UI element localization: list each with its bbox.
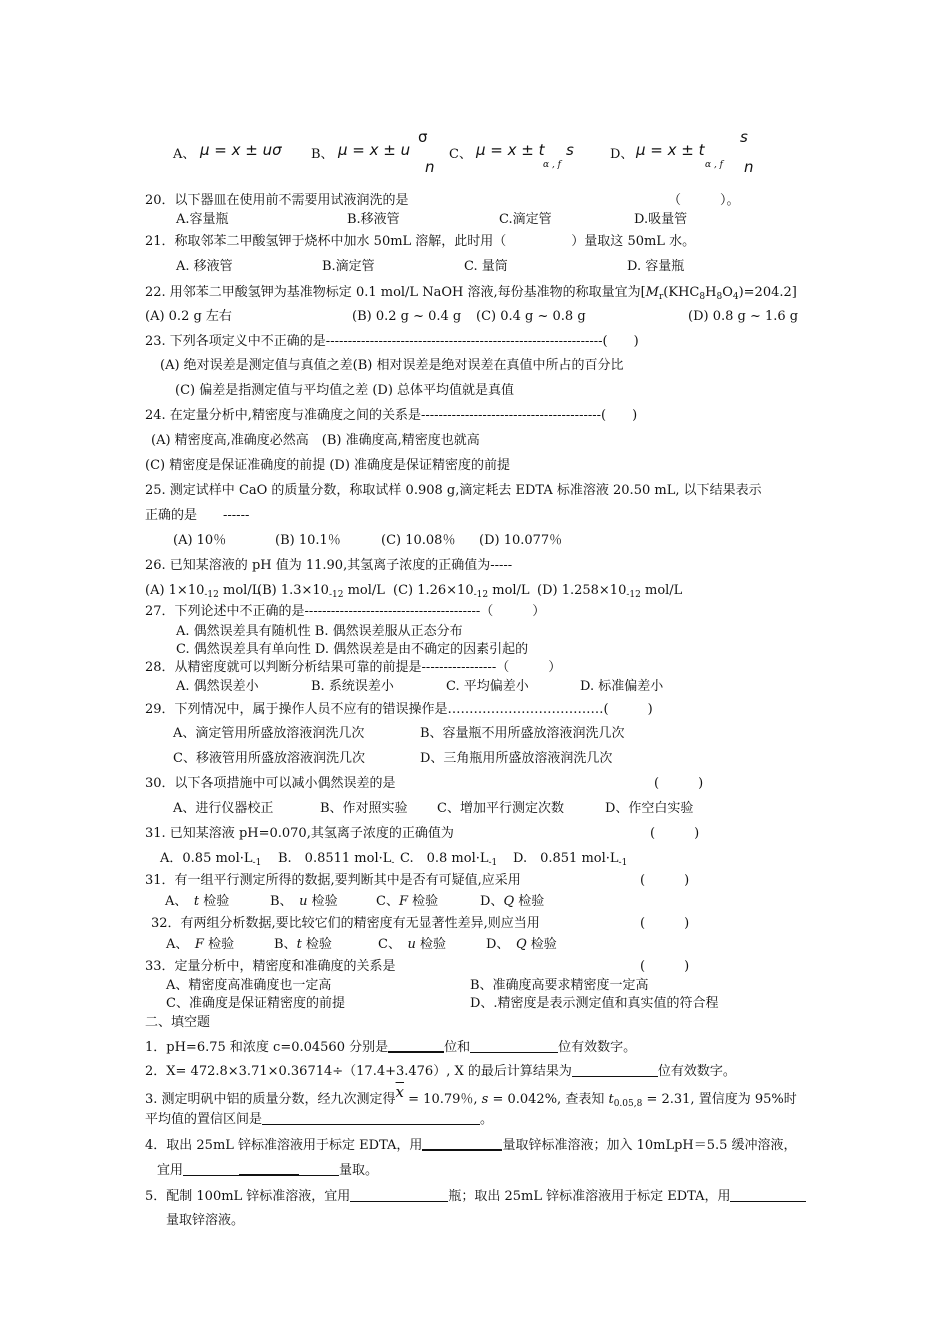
q26-option-d: (D) $1.258\times 10_{-12}$ mol/L — [537, 583, 683, 600]
q28-option-b: B. 系统误差小 — [311, 679, 394, 694]
q29-option-c: C、移液管用所盛放溶液润洗几次 — [173, 751, 365, 766]
fill-2: 2．X= 472.8×3.71×0.36714÷（17.4+3.476）, X 的最后计算结果为 位有效数字。 — [145, 1064, 736, 1079]
q19-formula-a: μ = x ± uσ — [200, 141, 282, 159]
fill-5-line2: 量取锌溶液。 — [166, 1213, 245, 1228]
q21-option-b: B.滴定管 — [322, 259, 375, 274]
q26-option-c: (C) $1.26\times 10_{-12}$ mol/L — [393, 583, 530, 600]
q24-line1: (A) 精密度高,准确度必然高 (B) 准确度高,精密度也就高 — [151, 433, 480, 448]
q32-option-c: C、 u 检验 — [378, 937, 446, 952]
q19-af-c: α , f — [543, 160, 561, 170]
q21-option-d: D. 容量瓶 — [627, 259, 685, 274]
q33-option-c: C、准确度是保证精密度的前提 — [166, 996, 345, 1011]
q25-option-b: (B) 10.1％ — [275, 533, 341, 548]
q22-tail: )=204.2] — [738, 285, 797, 300]
q32-option-a: A、 F 检验 — [166, 937, 235, 952]
q25-stem: 25. 测定试样中 CaO 的质量分数，称取试样 0.908 g,滴定耗去 EDTA 标准溶液 20.50 mL, 以下结果表示 — [145, 483, 762, 498]
fill-3: 3. 测定明矾中铝的质量分数，经九次测定得$\overline{x} = 10.79$％, s = 0.042%, 查表知 $t_{0.05,8} = 2.31$, 置信度为 95%时 — [145, 1083, 797, 1109]
q30-option-b: B、作对照实验 — [320, 801, 408, 816]
q19-formula-c: μ = x ± t — [476, 141, 545, 159]
q19-sigma: σ — [418, 128, 428, 146]
q22-4: 4 — [732, 292, 739, 302]
q19-af-d: α , f — [705, 160, 723, 170]
q21-option-c: C. 量筒 — [464, 259, 508, 274]
fill-5-blank-1[interactable] — [350, 1189, 448, 1202]
q22-option-a: (A) 0.2 g 左右 — [145, 309, 232, 324]
fill-1-blank-1[interactable] — [388, 1039, 444, 1053]
q28-option-d: D. 标准偏差小 — [580, 679, 664, 694]
q19-label-d: D、 — [610, 147, 634, 162]
fill-1: 1．pH=6.75 和浓度 c=0.04560 分别是 位和 位有效数字。 — [145, 1040, 637, 1055]
q22-stem-line — [145, 285, 797, 305]
fill-4-blank-2c[interactable] — [299, 1163, 339, 1176]
q22-khc: (KHC — [663, 285, 700, 300]
q19-formula-d: μ = x ± t — [636, 141, 705, 159]
q22-o: O — [722, 285, 733, 300]
q19-formula-b: μ = x ± u — [338, 141, 411, 159]
q31a-option-a: A．0.85 $mol\cdot L_{-1}$ — [160, 851, 262, 868]
q25-option-a: (A) 10％ — [173, 533, 227, 548]
q26-option-a: (A) $1\times 10_{-12}$ mol/L — [145, 583, 261, 600]
q31b-stem: 31．有一组平行测定所得的数据,要判断其中是否有可疑值,应采用 — [145, 873, 521, 888]
fill-4-line2: 宜用 量取。 — [157, 1163, 379, 1178]
q21-option-a: A. 移液管 — [176, 259, 233, 274]
q20-paren: （ ）。 — [668, 193, 740, 208]
q27-stem: 27．下列论述中不正确的是----------------------------------------（ ） — [145, 604, 546, 619]
q28-option-c: C. 平均偏差小 — [446, 679, 529, 694]
q24-line2: (C) 精密度是保证准确度的前提 (D) 准确度是保证精密度的前提 — [145, 458, 511, 473]
q20-option-b: B.移液管 — [347, 212, 400, 227]
q20-option-d: D.吸量管 — [634, 212, 688, 227]
q21-stem: 21．称取邻苯二甲酸氢钾于烧杯中加水 50mL 溶解，此时用（ ）量取这 50mL 水。 — [145, 234, 696, 249]
q33-option-a: A、精密度高准确度也一定高 — [166, 978, 332, 993]
q31a-option-c: C. 0.8 $mol\cdot L_{-1}$ — [400, 851, 498, 868]
q31a-option-b: B. 0.8511 $mol\cdot L_-$ — [278, 851, 395, 868]
q31b-option-c: C、F 检验 — [376, 894, 439, 909]
fill-2-blank[interactable] — [572, 1064, 658, 1077]
q22-mr: M — [645, 285, 659, 300]
q33-option-b: B、准确度高要求精密度一定高 — [470, 978, 649, 993]
q28-stem: 28．从精密度就可以判断分析结果可靠的前提是-----------------（ ） — [145, 660, 562, 675]
q31b-option-a: A、 t 检验 — [165, 894, 230, 909]
section-fill-in-title: 二、填空题 — [145, 1015, 211, 1030]
q19-label-b: B、 — [311, 147, 334, 162]
q19-label-a: A、 — [173, 147, 196, 162]
q31b-option-d: D、Q 检验 — [480, 894, 545, 909]
q32-stem: 32．有两组分析数据,要比较它们的精密度有无显著性差异,则应当用 — [151, 916, 540, 931]
q25-stem2: 正确的是 ------ — [145, 508, 250, 523]
q30-option-a: A、进行仪器校正 — [173, 801, 274, 816]
fill-5-blank-2[interactable] — [730, 1189, 806, 1202]
q25-option-d: (D) 10.077％ — [479, 533, 563, 548]
q33-option-d: D、.精密度是表示测定值和真实值的符合程 — [470, 996, 719, 1011]
q30-option-d: D、作空白实验 — [605, 801, 694, 816]
q23-line1: (A) 绝对误差是测定值与真值之差(B) 相对误差是绝对误差在真值中所占的百分比 — [160, 358, 624, 373]
q29-option-b: B、容量瓶不用所盛放溶液润洗几次 — [420, 726, 625, 741]
fill-3-blank[interactable] — [262, 1112, 480, 1125]
q32-option-b: B、t 检验 — [274, 937, 332, 952]
fill-5: 5．配制 100mL 锌标准溶液，宜用 瓶；取出 25mL 锌标准溶液用于标定 EDTA，用 — [145, 1189, 806, 1205]
fill-3-line2: 平均值的置信区间是 。 — [145, 1112, 494, 1127]
q20-option-a: A.容量瓶 — [176, 212, 229, 227]
q29-stem: 29．下列情况中，属于操作人员不应有的错误操作是………………………………( ) — [145, 702, 653, 717]
q19-s-c: s — [566, 141, 574, 159]
q28-option-a: A. 偶然误差小 — [176, 679, 259, 694]
fill-4-blank-2a[interactable] — [183, 1163, 239, 1176]
fill-4-blank-1[interactable] — [422, 1137, 502, 1151]
q20-stem: 20．以下器皿在使用前不需要用试液润洗的是 — [145, 193, 409, 208]
q31a-option-d: D. 0.851 $mol\cdot L_{-1}$ — [513, 851, 628, 868]
q22-option-c: (C) 0.4 g ~ 0.8 g — [476, 309, 586, 324]
q27-line2: C. 偶然误差具有单向性 D. 偶然误差是由不确定的因素引起的 — [176, 642, 529, 657]
q22-option-d: (D) 0.8 g ~ 1.6 g — [688, 309, 799, 324]
q23-line2: (C) 偏差是指测定值与平均值之差 (D) 总体平均值就是真值 — [175, 383, 515, 398]
q22-8b: 8 — [716, 292, 723, 302]
q26-stem: 26. 已知某溶液的 pH 值为 11.90,其氢离子浓度的正确值为----- — [145, 558, 513, 573]
q31b-option-b: B、 u 检验 — [270, 894, 338, 909]
q32-option-d: D、 Q 检验 — [486, 937, 557, 952]
q31a-stem: 31. 已知某溶液 pH=0.070,其氢离子浓度的正确值为 — [145, 826, 454, 841]
q31a-paren: ( ) — [650, 826, 700, 841]
q24-stem: 24. 在定量分析中,精密度与准确度之间的关系是-----------------------------------------( ) — [145, 408, 638, 423]
q25-option-c: (C) 10.08％ — [381, 533, 456, 548]
q23-stem: 23. 下列各项定义中不正确的是---------------------------------------------------------------( ) — [145, 334, 639, 349]
q27-line1: A. 偶然误差具有随机性 B. 偶然误差服从正态分布 — [176, 624, 463, 639]
q19-n-d: n — [744, 158, 754, 176]
q19-label-c: C、 — [449, 147, 472, 162]
q29-option-a: A、滴定管用所盛放溶液润洗几次 — [173, 726, 365, 741]
q31b-paren: ( ) — [640, 873, 690, 888]
q30-option-c: C、增加平行测定次数 — [437, 801, 564, 816]
q29-option-d: D、三角瓶用所盛放溶液润洗几次 — [420, 751, 613, 766]
q30-paren: ( ) — [654, 776, 704, 791]
q22-h: H — [705, 285, 717, 300]
q22-stem: 22. 用邻苯二甲酸氢钾为基准物标定 0.1 mol/L NaOH 溶液,每份基准物的称取量宜为[ — [145, 285, 646, 300]
q32-paren: ( ) — [640, 916, 690, 931]
fill-1-blank-2[interactable] — [470, 1040, 558, 1053]
q22-8a: 8 — [699, 292, 706, 302]
q26-option-b: (B) $1.3\times 10_{-12}$ mol/L — [257, 583, 385, 600]
q33-paren: ( ) — [640, 959, 690, 974]
q20-option-c: C.滴定管 — [499, 212, 552, 227]
q33-stem: 33．定量分析中，精密度和准确度的关系是 — [145, 959, 396, 974]
q19-s-d: s — [740, 128, 748, 146]
q22-r: r — [658, 292, 664, 302]
q30-stem: 30．以下各项措施中可以减小偶然误差的是 — [145, 776, 396, 791]
q22-option-b: (B) 0.2 g ~ 0.4 g — [352, 309, 462, 324]
q19-n-b: n — [425, 158, 435, 176]
fill-4-blank-2b[interactable] — [239, 1162, 299, 1176]
fill-4: 4．取出 25mL 锌标准溶液用于标定 EDTA，用 量取锌标准溶液；加入 10mLpH＝5.5 缓冲溶液， — [145, 1138, 797, 1153]
